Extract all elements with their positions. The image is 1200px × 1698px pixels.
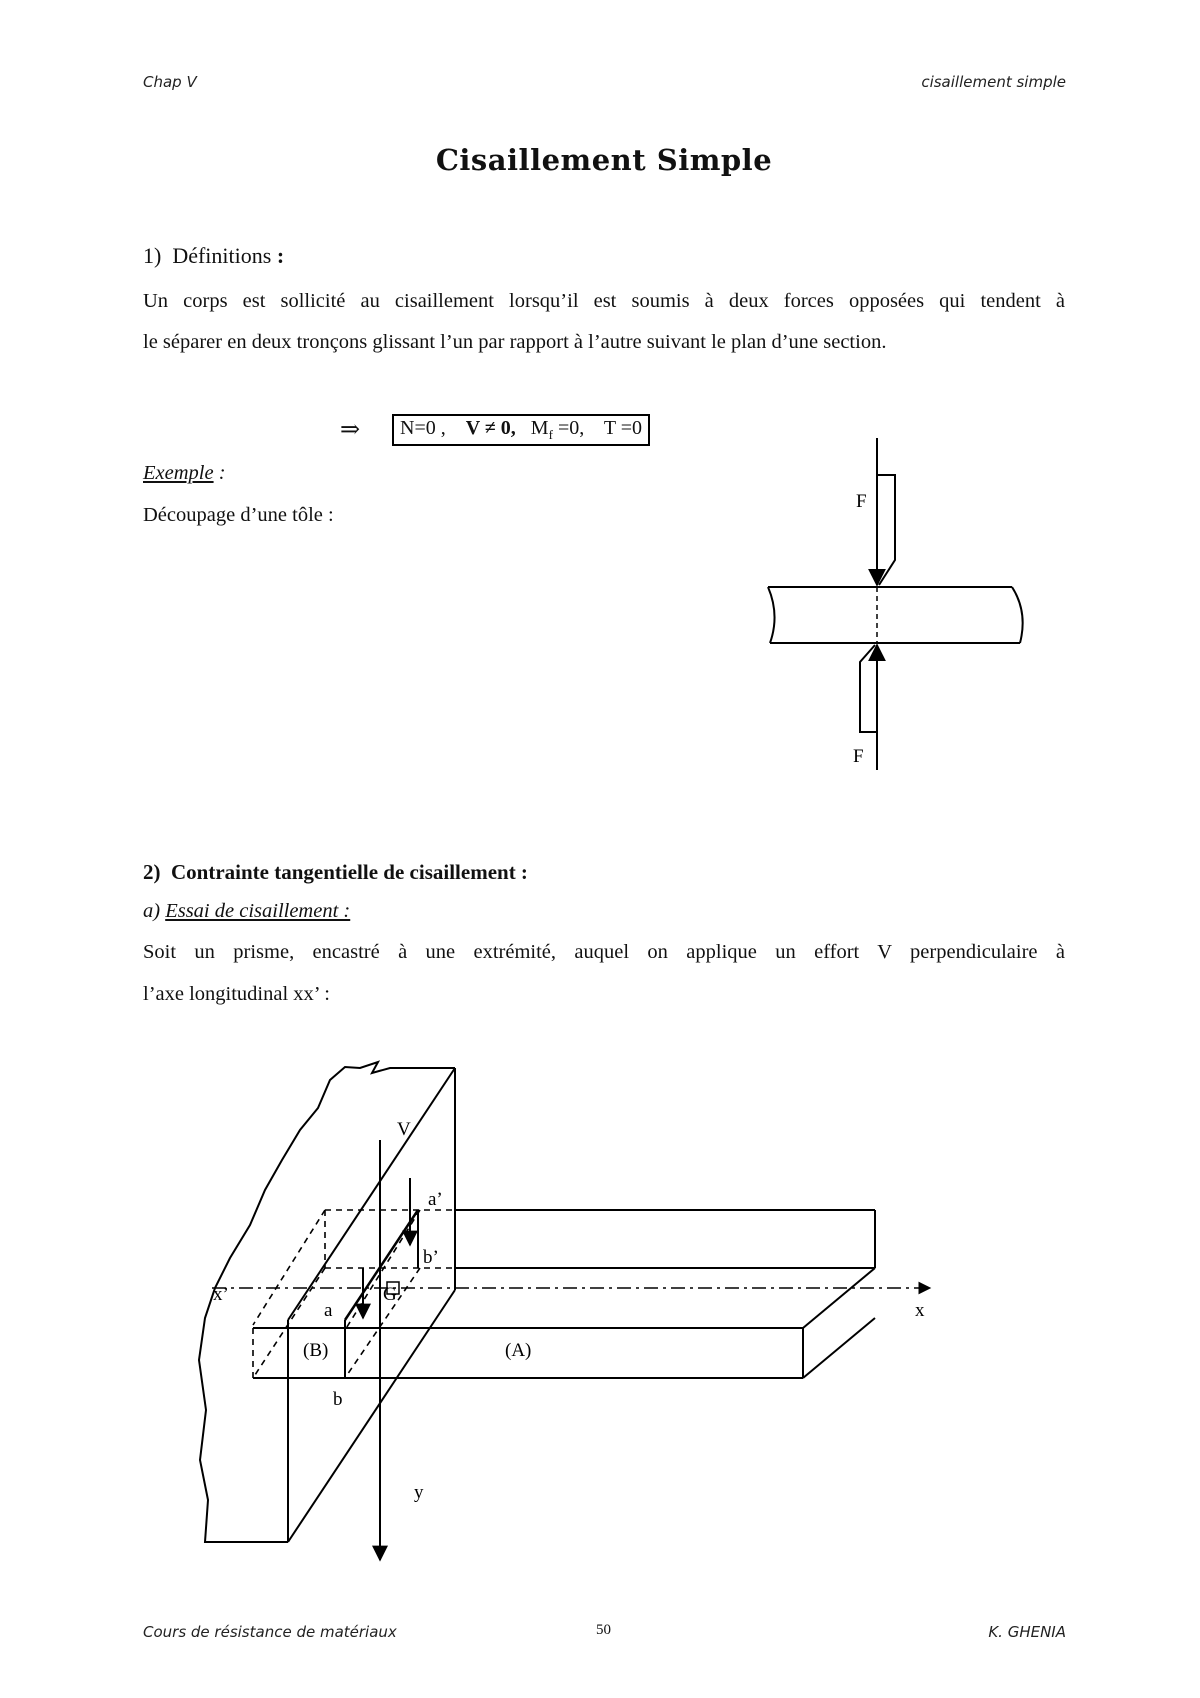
shear-test-figure [190,1050,950,1570]
section1-para-line1: Un corps est sollicité au cisaillement lorsqu’il est soumis à deux forces opposées qui tendent à [143,290,1065,312]
formula-box [392,414,650,446]
formula-n: N=0 [400,417,436,439]
section1-number: 1) [143,243,162,268]
example-text: Découpage d’une tôle : [143,504,334,526]
example-label: Exemple : [143,462,226,484]
formula-sep: , [440,417,446,439]
label-x-prime: x’ [213,1284,229,1305]
page-title: Cisaillement Simple [435,143,773,177]
section1-heading [143,243,284,269]
sheet-cutting-figure [755,435,1035,775]
footer-page-number: 50 [596,1622,611,1638]
prism-hidden-part [253,1210,455,1378]
formula-v: V ≠ 0, [465,417,516,439]
section2-title: Contrainte tangentielle de cisaillement : [171,860,528,884]
header-topic: cisaillement simple [921,73,1066,91]
prism-body [253,1210,875,1378]
label-a: a [324,1300,333,1321]
section2-para-line2: l’axe longitudinal xx’ : [143,983,330,1005]
lower-blade [860,645,877,732]
section2-number: 2) [143,860,161,884]
label-part-b: (B) [303,1340,329,1361]
label-g: G [383,1284,397,1305]
section1-colon: : [276,243,285,268]
footer-course: Cours de résistance de matériaux [143,1623,397,1641]
implies-symbol: ⇒ [340,417,361,443]
section2-subheading: a) Essai de cisaillement : [143,900,351,922]
header-chapter: Chap V [143,73,197,91]
footer-author: K. GHENIA [988,1623,1066,1641]
section-line-ab [345,1210,418,1320]
section2-heading [143,860,528,885]
force-label-bottom: F [853,746,864,767]
label-b: b [333,1389,343,1410]
label-part-a: (A) [505,1340,532,1361]
upper-blade [877,475,895,585]
formula-t: T =0 [603,417,642,439]
label-b-prime: b’ [423,1247,439,1268]
label-y: y [414,1482,424,1503]
formula-mf: $M_f =0$, [530,417,585,442]
section1-title: Définitions [172,243,272,268]
force-label-top: F [856,491,867,512]
sheet-plate [768,587,1023,643]
label-v: V [397,1119,411,1140]
label-a-prime: a’ [428,1189,443,1210]
section1-para-line2: le séparer en deux tronçons glissant l’un par rapport à l’autre suivant le plan d’une section. [143,331,887,353]
label-x: x [915,1300,925,1321]
section2-para-line1: Soit un prisme, encastré à une extrémité, auquel on applique un effort V perpendiculaire à [143,941,1065,963]
